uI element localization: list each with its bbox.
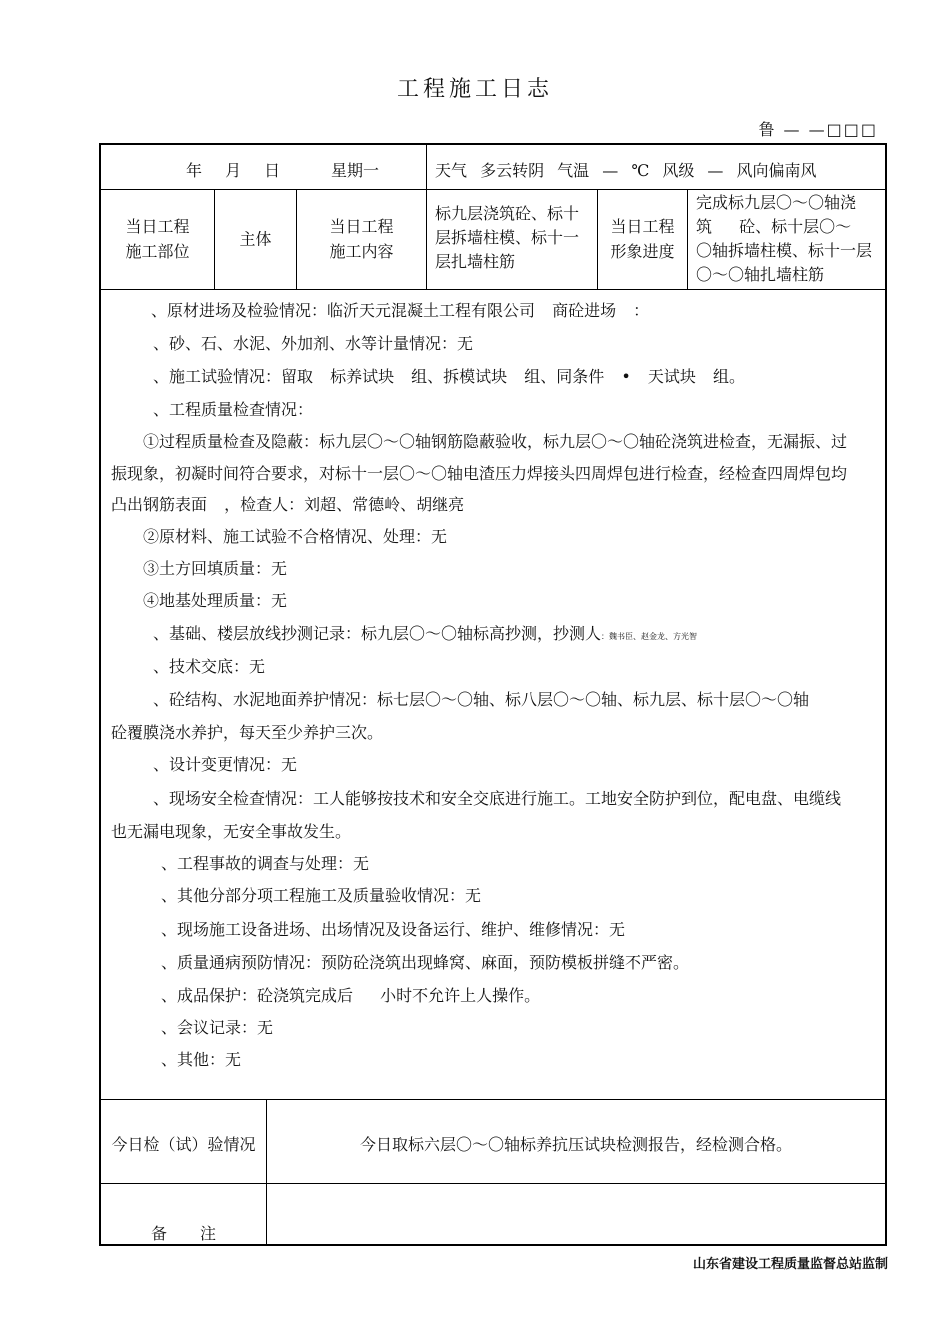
- part-label-cell: [101, 189, 215, 289]
- log-line: 凸出钢筋表面 ，检查人：刘超、常德岭、胡继亮: [111, 495, 465, 514]
- page-title: 工程施工日志: [396, 77, 553, 102]
- part-label-line: 当日工程: [125, 217, 190, 236]
- progress-line: 〇～〇轴扎墙柱筋: [696, 265, 825, 284]
- date-field: 年 月 日: [186, 161, 281, 180]
- log-line: 、技术交底：无: [153, 657, 266, 676]
- log-line: 、工程质量检查情况：: [153, 400, 314, 419]
- log-line: 、会议记录：无: [161, 1018, 274, 1037]
- remarks-row: [101, 1183, 885, 1246]
- log-line: 振现象，初凝时间符合要求，对标十一层〇～〇轴电渣压力焊接头四周焊包进行检查，经检查四周焊包均: [111, 464, 848, 483]
- log-line: 、设计变更情况：无: [153, 755, 298, 774]
- content-value-cell: [427, 189, 598, 289]
- weekday-field: 星期一: [331, 161, 380, 180]
- log-line: 也无漏电现象，无安全事故发生。: [111, 822, 352, 841]
- inspection-value: 今日取标六层〇～〇轴标养抗压试块检测报告，经检测合格。: [359, 1135, 792, 1154]
- remarks-label-cell: [101, 1183, 267, 1246]
- inspection-label: 今日检（试）验情况: [111, 1135, 256, 1154]
- log-line: 、现场安全检查情况：工人能够按技术和安全交底进行施工。工地安全防护到位，配电盘、电缆线: [153, 789, 842, 808]
- log-line: 、砼结构、水泥地面养护情况：标七层〇～〇轴、标八层〇～〇轴、标九层、标十层〇～〇轴: [153, 690, 810, 709]
- content-label-line: 当日工程: [329, 217, 394, 236]
- date-cell: [101, 145, 427, 189]
- log-line: 、施工试验情况：留取 标养试块 组、拆模试块 组、同条件 • 天试块 组。: [153, 367, 745, 386]
- log-body: [101, 289, 885, 1100]
- date-weather-row: [101, 145, 885, 190]
- log-line: 、质量通病预防情况：预防砼浇筑出现蜂窝、麻面，预防模板拼缝不严密。: [161, 953, 690, 972]
- progress-label-line: 形象进度: [610, 242, 675, 261]
- log-line: 、成品保护：砼浇筑完成后 小时不允许上人操作。: [161, 986, 541, 1005]
- content-line: 标九层浇筑砼、标十: [435, 204, 580, 223]
- content-line: 层扎墙柱筋: [435, 252, 516, 271]
- progress-line: 筑 砼、标十层〇～: [696, 217, 852, 236]
- inspection-row: [101, 1099, 885, 1184]
- part-label-line: 施工部位: [125, 242, 190, 261]
- progress-value-cell: [688, 189, 885, 289]
- document-number: 鲁 — —□□□: [758, 120, 878, 139]
- progress-label-line: 当日工程: [610, 217, 675, 236]
- construction-log-table: [99, 143, 887, 1246]
- log-line: ④地基处理质量：无: [143, 591, 288, 610]
- log-line: ①过程质量检查及隐蔽：标九层〇～〇轴钢筋隐蔽验收，标九层〇～〇轴砼浇筑进检查，无漏振、过: [143, 432, 848, 451]
- surveyors-names: ：魏书臣、赵金龙、方光智: [601, 632, 698, 641]
- weather-field: 天气 多云转阴 气温 — ℃ 风级 — 风向偏南风: [435, 161, 817, 180]
- part-value: 主体: [239, 229, 272, 249]
- log-line: 、现场施工设备进场、出场情况及设备运行、维护、维修情况：无: [161, 920, 626, 939]
- log-line: ③土方回填质量：无: [143, 559, 288, 578]
- content-line: 层拆墙柱模、标十一: [435, 228, 580, 247]
- progress-label-cell: [598, 189, 688, 289]
- content-label-cell: [297, 189, 427, 289]
- inspection-label-cell: [101, 1099, 267, 1183]
- log-line: [153, 624, 697, 647]
- log-line: 、工程事故的调查与处理：无: [161, 854, 370, 873]
- progress-line: 〇轴拆墙柱模、标十一层: [696, 241, 873, 260]
- log-line: 、其他分部分项工程施工及质量验收情况：无: [161, 886, 482, 905]
- log-line: ②原材料、施工试验不合格情况、处理：无: [143, 527, 448, 546]
- part-value-cell: [215, 189, 297, 289]
- content-label-line: 施工内容: [329, 242, 394, 261]
- footer-issuer: 山东省建设工程质量监督总站监制: [692, 1257, 888, 1272]
- log-line: 砼覆膜浇水养护，每天至少养护三次。: [111, 723, 384, 742]
- info-row: [101, 189, 885, 290]
- log-line: 、原材进场及检验情况：临沂天元混凝土工程有限公司 商砼进场 ：: [151, 301, 650, 320]
- log-line: 、砂、石、水泥、外加剂、水等计量情况：无: [153, 334, 474, 353]
- remarks-label: 备 注: [150, 1224, 217, 1243]
- log-line: 、其他：无: [161, 1050, 242, 1069]
- progress-line: 完成标九层〇～〇轴浇: [696, 193, 857, 212]
- log-line-text: 、基础、楼层放线抄测记录：标九层〇～〇轴标高抄测，抄测人: [153, 624, 602, 643]
